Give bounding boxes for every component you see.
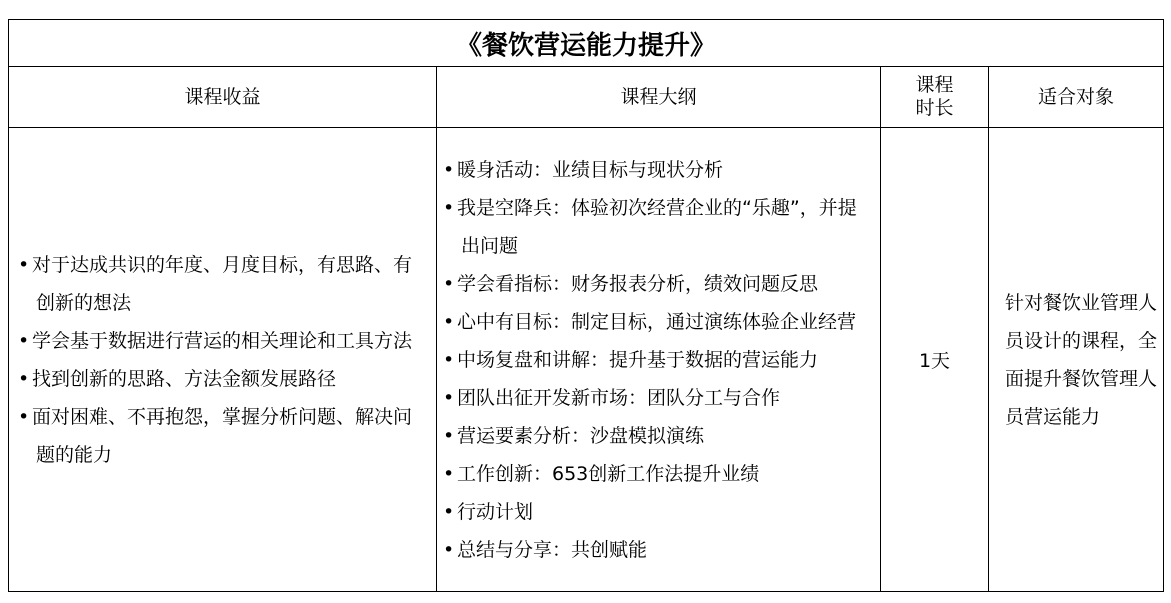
bullet-marker: • <box>18 367 30 390</box>
bullet-marker: • <box>18 253 30 276</box>
bullet-marker: • <box>443 310 455 333</box>
benefit-item <box>9 398 428 474</box>
outline-item <box>437 417 880 455</box>
benefits-cell <box>9 128 437 592</box>
benefit-item <box>9 246 428 322</box>
outline-item-text: 行动计划 <box>457 500 534 523</box>
audience-value <box>989 128 1164 592</box>
outline-item <box>437 455 880 493</box>
benefit-item <box>9 360 428 398</box>
header-duration <box>881 67 989 128</box>
bullet-marker: • <box>443 348 455 371</box>
course-title: 《餐饮营运能力提升》 <box>9 20 1164 67</box>
bullet-marker: • <box>443 196 455 219</box>
bullet-marker: • <box>18 405 30 428</box>
bullet-marker: • <box>443 272 455 295</box>
header-benefits: 课程收益 <box>9 67 437 128</box>
outline-item-text: 营运要素分析：沙盘模拟演练 <box>457 424 705 447</box>
bullet-marker: • <box>443 500 455 523</box>
outline-item <box>437 189 880 265</box>
audience-text: 针对餐饮业管理人员设计的课程，全面提升餐饮管理人员营运能力 <box>1005 291 1158 428</box>
benefit-item-text: 面对困难、不再抱怨，掌握分析问题、解决问题的能力 <box>32 405 413 466</box>
benefit-item <box>9 322 428 360</box>
outline-item-text: 总结与分享：共创赋能 <box>457 538 648 561</box>
outline-cell <box>437 128 881 592</box>
bullet-marker: • <box>443 462 455 485</box>
benefit-item-text: 学会基于数据进行营运的相关理论和工具方法 <box>32 329 413 352</box>
bullet-marker: • <box>443 158 455 181</box>
outline-item-text: 暖身活动：业绩目标与现状分析 <box>457 158 724 181</box>
outline-item <box>437 341 880 379</box>
outline-item-text: 团队出征开发新市场：团队分工与合作 <box>457 386 781 409</box>
benefits-list <box>9 246 436 474</box>
outline-item-text: 中场复盘和讲解：提升基于数据的营运能力 <box>457 348 819 371</box>
outline-item <box>437 151 880 189</box>
outline-item <box>437 379 880 417</box>
outline-item-text: 学会看指标：财务报表分析，绩效问题反思 <box>457 272 819 295</box>
benefit-item-text: 找到创新的思路、方法金额发展路径 <box>32 367 337 390</box>
bullet-marker: • <box>18 329 30 352</box>
header-audience: 适合对象 <box>989 67 1164 128</box>
outline-item <box>437 303 880 341</box>
duration-value: 1天 <box>881 128 989 592</box>
outline-item-text: 心中有目标：制定目标，通过演练体验企业经营 <box>457 310 857 333</box>
outline-item <box>437 531 880 569</box>
content-row <box>9 128 1164 592</box>
outline-item-text: 工作创新：653创新工作法提升业绩 <box>457 462 760 485</box>
outline-item-text: 我是空降兵：体验初次经营企业的“乐趣”，并提出问题 <box>457 196 857 257</box>
header-duration-text: 课程时长 <box>915 74 954 119</box>
bullet-marker: • <box>443 538 455 561</box>
header-row <box>9 67 1164 128</box>
bullet-marker: • <box>443 386 455 409</box>
outline-list <box>437 151 880 569</box>
title-row <box>9 20 1164 67</box>
bullet-marker: • <box>443 424 455 447</box>
outline-item <box>437 493 880 531</box>
outline-item <box>437 265 880 303</box>
benefit-item-text: 对于达成共识的年度、月度目标，有思路、有创新的想法 <box>32 253 413 314</box>
header-outline: 课程大纲 <box>437 67 881 128</box>
course-table <box>8 19 1164 592</box>
